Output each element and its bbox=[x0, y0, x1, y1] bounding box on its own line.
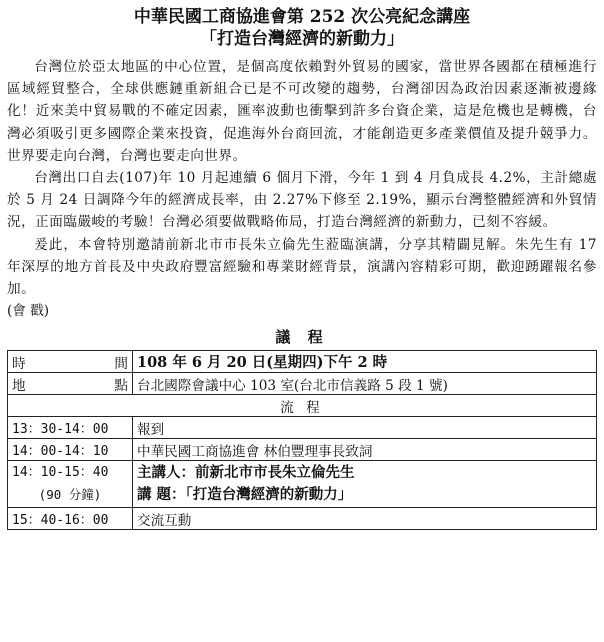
seal-signature: (會 戳) bbox=[7, 303, 50, 320]
table-row bbox=[8, 439, 597, 461]
place-label-cell bbox=[8, 373, 133, 395]
table-row-place bbox=[8, 373, 597, 395]
agenda-title: 議 程 bbox=[275, 328, 329, 347]
topic-line: 講 題：「打造台灣經濟的新動力」 bbox=[137, 486, 353, 504]
table-row bbox=[8, 461, 597, 508]
table-row bbox=[8, 508, 597, 530]
schedule-time: 14：10-15：40 bbox=[12, 465, 109, 481]
time-label-char-2: 間 bbox=[114, 355, 128, 372]
schedule-time: 14：00-14：10 bbox=[8, 439, 133, 461]
intro-paragraph-2: 台灣出口自去(107)年 10 月起連續 6 個月下滑，今年 1 到 4 月負成長 4.2%，主計總處於 5 月 24 日調降今年的經濟成長率，由 2.27%下修至 2.19%，顯示台灣整體經濟和外貿情況，正面臨嚴峻的考驗！台灣必須要做戰略佈局，打造台灣經濟的新動力，已刻不容緩。 bbox=[7, 170, 597, 231]
speaker-cell bbox=[133, 461, 597, 508]
table-row-flow-header bbox=[8, 395, 597, 417]
time-label-char-1: 時 bbox=[12, 355, 26, 372]
place-label-char-1: 地 bbox=[12, 377, 26, 394]
event-datetime: 108 年 6 月 20 日(星期四)下午 2 時 bbox=[133, 351, 597, 373]
schedule-time: 13：30-14：00 bbox=[8, 417, 133, 439]
event-venue: 台北國際會議中心 103 室(台北市信義路 5 段 1 號) bbox=[133, 373, 597, 395]
table-row-time bbox=[8, 351, 597, 373]
schedule-duration: (90 分鐘) bbox=[38, 487, 102, 503]
lecture-topic-title: 「打造台灣經濟的新動力」 bbox=[200, 29, 404, 49]
schedule-time: 15：40-16：00 bbox=[8, 508, 133, 530]
speaker-line: 主講人：前新北市市長朱立倫先生 bbox=[137, 464, 355, 482]
intro-paragraph-3: 爰此，本會特別邀請前新北市市長朱立倫先生蒞臨演講，分享其精闢見解。朱先生有 17 年深厚的地方首長及中央政府豐富經驗和專業財經背景，演講內容精彩可期，歡迎踴躍報名參加。 bbox=[7, 236, 597, 298]
agenda-table bbox=[7, 350, 597, 530]
schedule-item: 中華民國工商協進會 林伯豐理事長致詞 bbox=[133, 439, 597, 461]
schedule-item: 報到 bbox=[133, 417, 597, 439]
page-title: 中華民國工商協進會第 252 次公亮紀念講座 bbox=[133, 7, 471, 27]
flow-header: 流 程 bbox=[8, 395, 597, 417]
time-label-cell bbox=[8, 351, 133, 373]
schedule-time-cell bbox=[8, 461, 133, 508]
place-label-char-2: 點 bbox=[114, 377, 128, 394]
intro-paragraph-1: 台灣位於亞太地區的中心位置，是個高度依賴對外貿易的國家，當世界各國都在積極進行區域經貿整合，全球供應鏈重新組合已是不可改變的趨勢，台灣卻因為政治因素逐漸被邊緣化！近來美中貿易戰的不確定因素，匯率波動也衝擊到許多台資企業，這是危機也是轉機，台灣必須吸引更多國際企業來投資，促進海外台商回流，才能創造更多產業價值及提升競爭力。世界要走向台灣，台灣也要走向世界。 bbox=[7, 59, 597, 164]
table-row bbox=[8, 417, 597, 439]
schedule-item: 交流互動 bbox=[133, 508, 597, 530]
